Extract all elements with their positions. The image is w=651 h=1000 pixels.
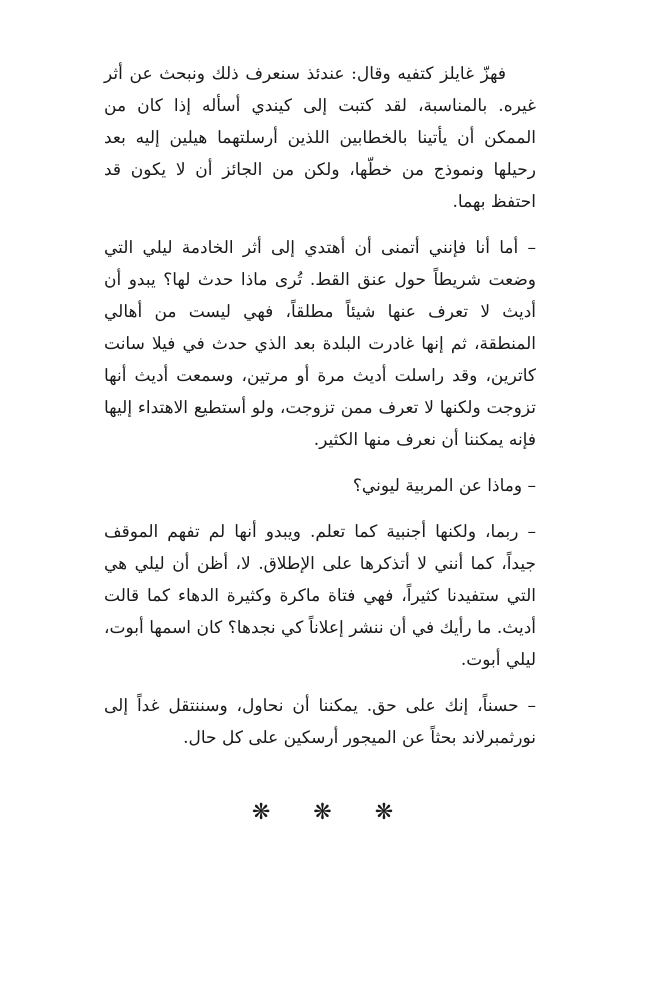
- paragraph-5: – حسناً، إنك على حق. يمكننا أن نحاول، وسننتقل غداً إلى نورثمبرلاند بحثاً عن الميجور أرسكين على كل حال.: [104, 696, 536, 748]
- flower-ornament-icon: ❋: [374, 800, 400, 825]
- section-break-ornament: [0, 800, 651, 825]
- flower-ornament-icon: ❋: [313, 800, 338, 825]
- paragraph-3: – وماذا عن المربية ليوني؟: [352, 476, 536, 496]
- paragraph-2: – أما أنا فإنني أتمنى أن أهتدي إلى أثر الخادمة ليلي التي وضعت شريطاً حول عنق القط. تُرى ماذا حدث لها؟ يبدو أن أديث لا تعرف عنها شيئاً مطلقاً، فهي ليست من أهالي المنطقة، ثم إنها غادرت البلدة بعد الذي حدث في فيلا سانت كاترين، وقد راسلت أديث مرة أو مرتين، وسمعت أديث أنها تزوجت ولكنها لا تعرف ممن تزوجت، ولو أستطيع الاهتداء إليها فإنه يمكننا أن نعرف منها الكثير.: [104, 238, 536, 450]
- body-text: [104, 58, 536, 768]
- paragraph-1: فهزّ غايلز كتفيه وقال: عندئذ سنعرف ذلك ونبحث عن أثر غيره. بالمناسبة، لقد كتبت إلى كيندي أسأله إذا كان من الممكن أن يأتينا بالخطابين اللذين أرسلتهما هيلين إليه بعد رحيلها ونموذج من خطّها، ولكن من الجائز أن لا يكون قد احتفظ بهما.: [104, 64, 536, 212]
- flower-ornament-icon: ❋: [251, 800, 277, 825]
- paragraph-4: – ربما، ولكنها أجنبية كما تعلم. ويبدو أنها لم تفهم الموقف جيداً، كما أنني لا أتذكرها على الإطلاق. لا، أظن أن ليلي هي التي ستفيدنا كثيراً، فهي فتاة ماكرة وكثيرة الدهاء كما قالت أديث. ما رأيك في أن ننشر إعلاناً كي نجدها؟ كان اسمها أبوت، ليلي أبوت.: [104, 522, 536, 670]
